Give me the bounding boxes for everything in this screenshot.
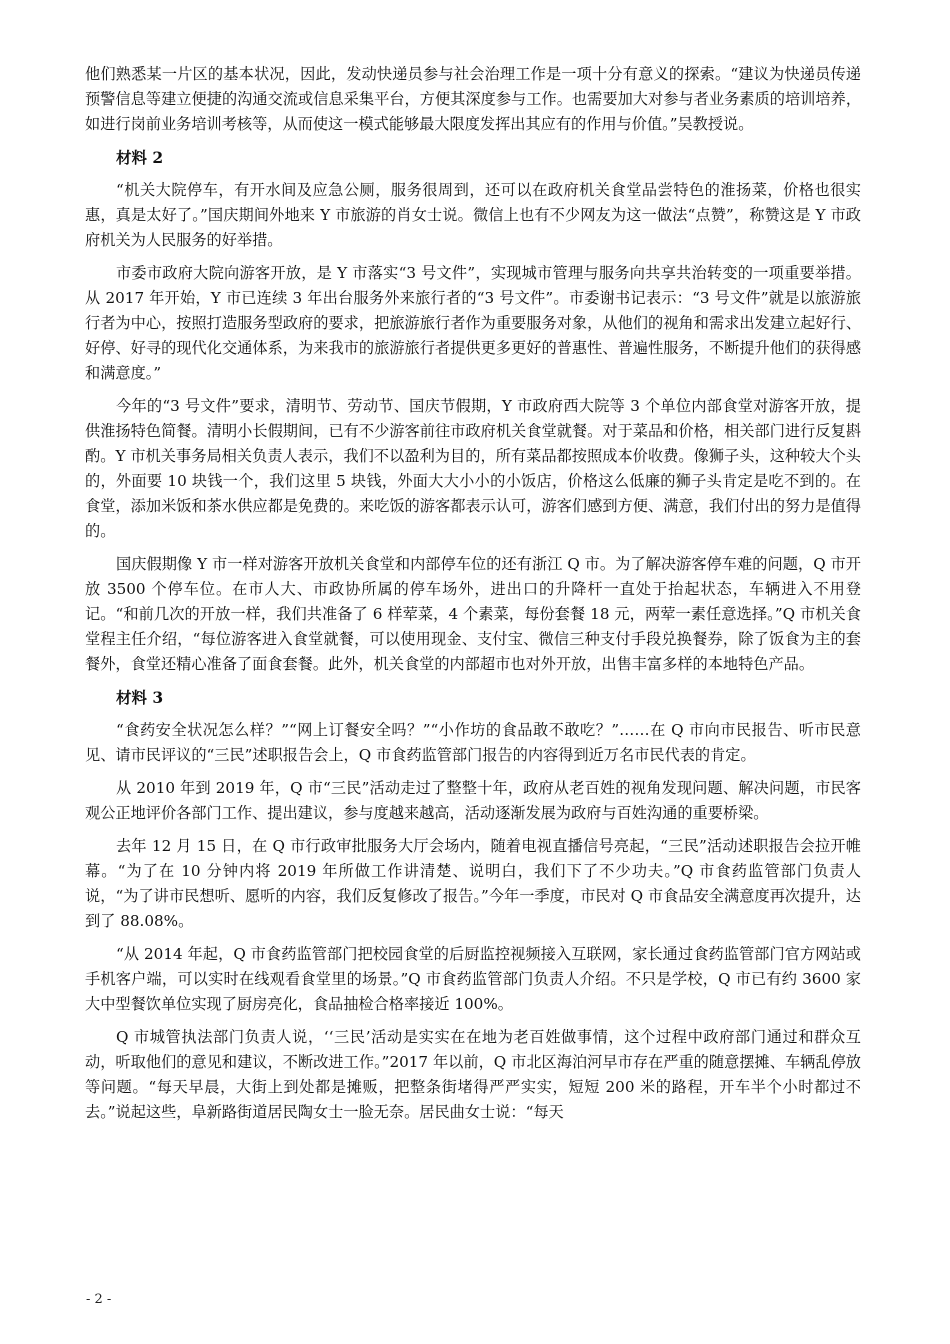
paragraph-continued: 他们熟悉某一片区的基本状况，因此，发动快递员参与社会治理工作是一项十分有意义的探索。“建议为快递员传递预警信息等建立便捷的沟通交流或信息采集平台，方便其深度参与工作。也需要加大对参与者业务素质的培训培养，如进行岗前业务培训考核等，从而使这一模式能够最大限度发挥出其应有的作用与价值。”吴教授说。 bbox=[85, 65, 861, 133]
paragraph: 从 2010 年到 2019 年，Q 市“三民”活动走过了整整十年，政府从老百姓的视角发现问题、解决问题，市民客观公正地评价各部门工作、提出建议，参与度越来越高，活动逐渐发展为政府与百姓沟通的重要桥梁。 bbox=[85, 779, 861, 822]
section-heading-material-3: 材料 3 bbox=[116, 688, 164, 707]
paragraph: “从 2014 年起，Q 市食药监管部门把校园食堂的后厨监控视频接入互联网，家长通过食药监管部门官方网站或手机客户端，可以实时在线观看食堂里的场景。”Q 市食药监管部门负责人介绍。不只是学校，Q 市已有约 3600 家大中型餐饮单位实现了厨房亮化，食品抽检合格率接近 100%。 bbox=[85, 945, 861, 1013]
paragraph: “机关大院停车，有开水间及应急公厕，服务很周到，还可以在政府机关食堂品尝特色的淮扬菜，价格也很实惠，真是太好了。”国庆期间外地来 Y 市旅游的肖女士说。微信上也有不少网友为这一做法“点赞”，称赞这是 Y 市政府机关为人民服务的好举措。 bbox=[85, 181, 861, 249]
paragraph: 今年的“3 号文件”要求，清明节、劳动节、国庆节假期，Y 市政府西大院等 3 个单位内部食堂对游客开放，提供淮扬特色简餐。清明小长假期间，已有不少游客前往市政府机关食堂就餐。对于菜品和价格，相关部门进行反复斟酌。Y 市机关事务局相关负责人表示，我们不以盈利为目的，所有菜品都按照成本价收费。像狮子头，这种较大个头的，外面要 10 块钱一个，我们这里 5 块钱，外面大大小小的小饭店，价格这么低廉的狮子头肯定是吃不到的。在食堂，添加米饭和茶水供应都是免费的。来吃饭的游客都表示认可，游客们感到方便、满意，我们付出的努力是值得的。 bbox=[85, 397, 861, 540]
paragraph: “食药安全状况怎么样？”“网上订餐安全吗？”“小作坊的食品敢不敢吃？”……在 Q 市向市民报告、听市民意见、请市民评议的“三民”述职报告会上，Q 市食药监管部门报告的内容得到近万名市民代表的肯定。 bbox=[85, 721, 861, 764]
paragraph: 国庆假期像 Y 市一样对游客开放机关食堂和内部停车位的还有浙江 Q 市。为了解决游客停车难的问题，Q 市开放 3500 个停车位。在市人大、市政协所属的停车场外，进出口的升降杆一直处于抬起状态，车辆进入不用登记。“和前几次的开放一样，我们共准备了 6 样荤菜，4 个素菜，每份套餐 18 元，两荤一素任意选择。”Q 市机关食堂程主任介绍，“每位游客进入食堂就餐，可以使用现金、支付宝、微信三种支付手段兑换餐券，除了饭食为主的套餐外，食堂还精心准备了面食套餐。此外，机关食堂的内部超市也对外开放，出售丰富多样的本地特色产品。 bbox=[85, 555, 861, 673]
page-number: - 2 - bbox=[86, 1292, 112, 1307]
paragraph: 去年 12 月 15 日，在 Q 市行政审批服务大厅会场内，随着电视直播信号亮起，“三民”活动述职报告会拉开帷幕。“为了在 10 分钟内将 2019 年所做工作讲清楚、说明白，我们下了不少功夫。”Q 市食药监管部门负责人说，“为了讲市民想听、愿听的内容，我们反复修改了报告。”今年一季度，市民对 Q 市食品安全满意度再次提升，达到了 88.08%。 bbox=[85, 837, 861, 930]
paragraph: Q 市城管执法部门负责人说，‘‘三民’活动是实实在在地为老百姓做事情，这个过程中政府部门通过和群众互动，听取他们的意见和建议，不断改进工作。”2017 年以前，Q 市北区海泊河早市存在严重的随意摆摊、车辆乱停放等问题。“每天早晨，大街上到处都是摊贩，把整条街堵得严严实实，短短 200 米的路程，开车半个小时都过不去。”说起这些，阜新路街道居民陶女士一脸无奈。居民曲女士说：“每天 bbox=[85, 1028, 861, 1121]
paragraph: 市委市政府大院向游客开放，是 Y 市落实“3 号文件”，实现城市管理与服务向共享共治转变的一项重要举措。从 2017 年开始，Y 市已连续 3 年出台服务外来旅行者的“3 号文件”。市委谢书记表示：“3 号文件”就是以旅游旅行者为中心，按照打造服务型政府的要求，把旅游旅行者作为重要服务对象，从他们的视角和需求出发建立起好行、好停、好寻的现代化交通体系，为来我市的旅游旅行者提供更多更好的普惠性、普遍性服务，不断提升他们的获得感和满意度。” bbox=[85, 264, 861, 382]
section-heading-material-2: 材料 2 bbox=[116, 148, 164, 167]
document-body bbox=[85, 62, 861, 1133]
